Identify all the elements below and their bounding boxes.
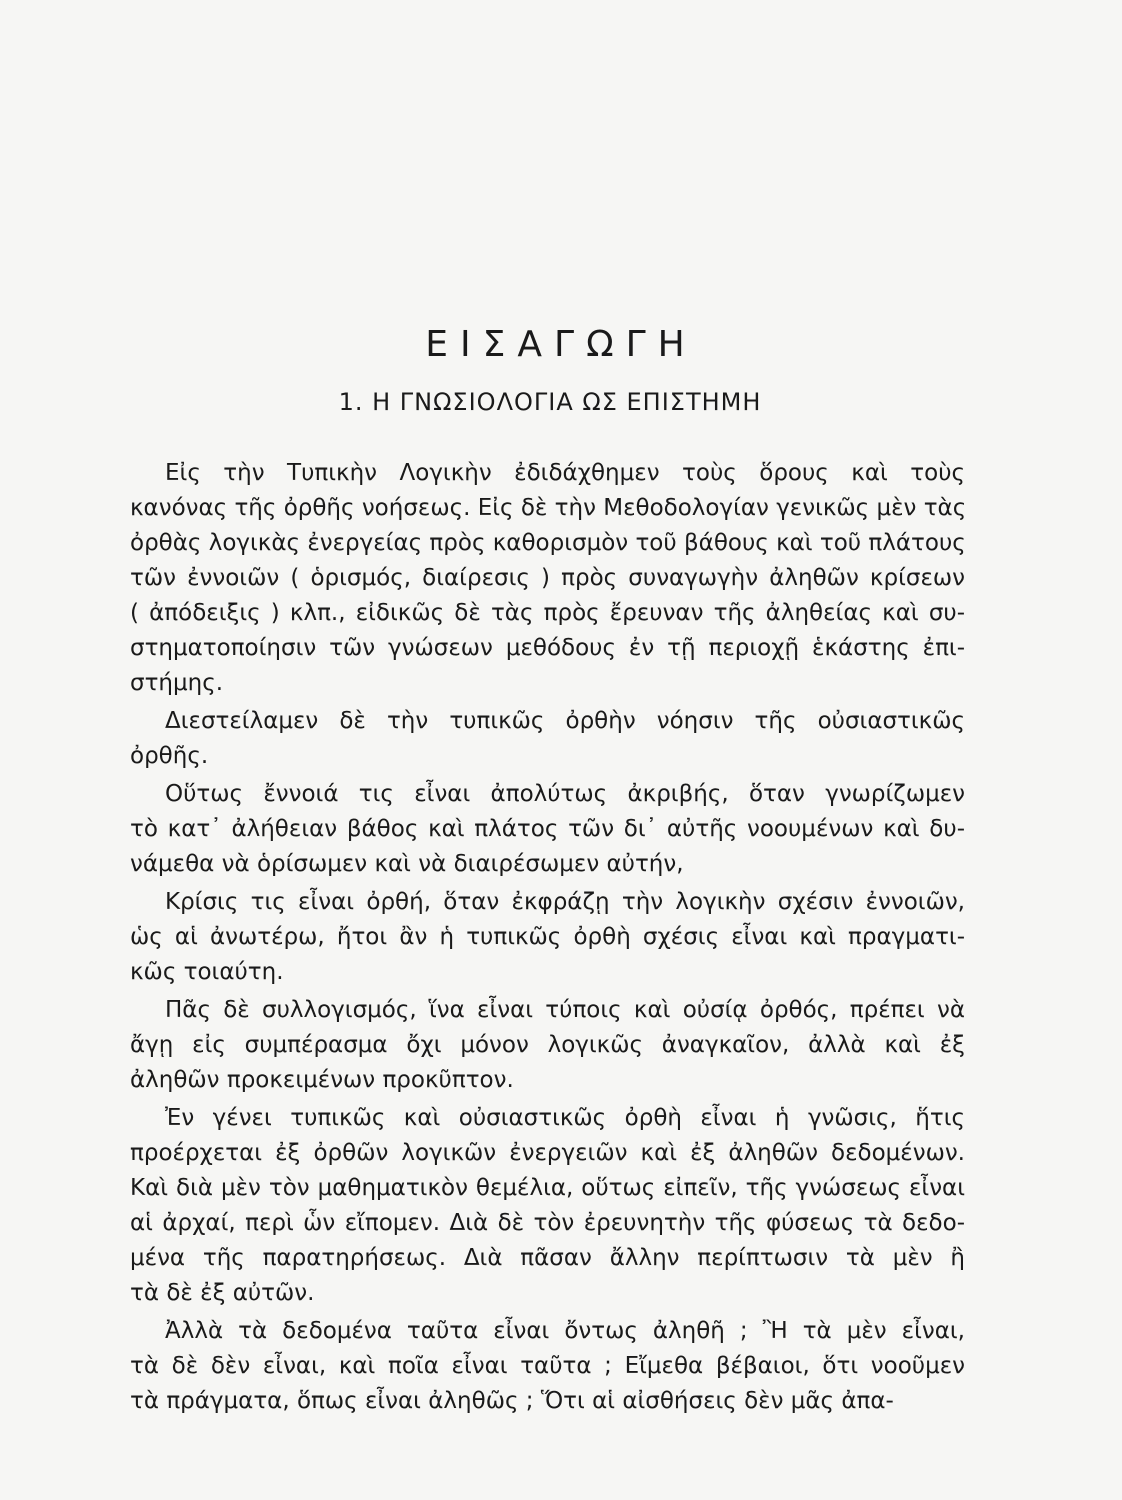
text-line: μένα τῆς παρατηρήσεως. Διὰ πᾶσαν ἄλλην περίπτωσιν τὰ μὲν ἢ [130,1245,965,1271]
text-line: κανόνας τῆς ὀρθῆς νοήσεως. Εἰς δὲ τὴν Μεθοδολογίαν γενικῶς μὲν τὰς [130,495,967,521]
text-line: Ἐν γένει τυπικῶς καὶ οὐσιαστικῶς ὀρθὴ εἶναι ἡ γνῶσις, ἥτις [165,1105,965,1131]
text-line: ὀρθῆς. [130,743,209,769]
text-line: αἱ ἀρχαί, περὶ ὧν εἴπομεν. Διὰ δὲ τὸν ἐρευνητὴν τῆς φύσεως τὰ δεδο- [130,1210,965,1236]
text-line: τὰ πράγματα, ὅπως εἶναι ἀληθῶς ; Ὅτι αἱ αἰσθήσεις δὲν μᾶς ἀπα- [130,1388,894,1414]
section-heading: 1. Η ΓΝΩΣΙΟΛΟΓΙΑ ΩΣ ΕΠΙΣΤΗΜΗ [338,388,762,416]
text-line: Καὶ διὰ μὲν τὸν μαθηματικὸν θεμέλια, οὕτως εἰπεῖν, τῆς γνώσεως εἶναι [130,1175,965,1201]
text-line: νάμεθα νὰ ὁρίσωμεν καὶ νὰ διαιρέσωμεν αὐτήν, [130,851,684,877]
text-line: κῶς τοιαύτη. [130,959,284,985]
text-line: ( ἀπόδειξις ) κλπ., εἰδικῶς δὲ τὰς πρὸς ἔρευναν τῆς ἀληθείας καὶ συ- [130,600,965,626]
text-line: τῶν ἐννοιῶν ( ὁρισμός, διαίρεσις ) πρὸς συναγωγὴν ἀληθῶν κρίσεων [130,565,965,591]
text-line: στηματοποίησιν τῶν γνώσεων μεθόδους ἐν τῇ περιοχῇ ἑκάστης ἐπι- [130,635,965,661]
text-line: στήμης. [130,670,224,696]
text-line: ὀρθὰς λογικὰς ἐνεργείας πρὸς καθορισμὸν τοῦ βάθους καὶ τοῦ πλάτους [130,530,966,556]
text-line: Οὕτως ἔννοιά τις εἶναι ἀπολύτως ἀκριβής, ὅταν γνωρίζωμεν [165,781,965,807]
text-line: Ἀλλὰ τὰ δεδομένα ταῦτα εἶναι ὄντως ἀληθῆ ; Ἢ τὰ μὲν εἶναι, [165,1318,965,1344]
text-line: τὰ δὲ ἐξ αὐτῶν. [130,1280,315,1306]
text-line: τὰ δὲ δὲν εἶναι, καὶ ποῖα εἶναι ταῦτα ; Εἴμεθα βέβαιοι, ὅτι νοοῦμεν [130,1353,965,1379]
text-line: Εἰς τὴν Τυπικὴν Λογικὴν ἐδιδάχθημεν τοὺς ὅρους καὶ τοὺς [165,460,965,486]
text-line: ὡς αἱ ἀνωτέρω, ἤτοι ἂν ἡ τυπικῶς ὀρθὴ σχέσις εἶναι καὶ πραγματι- [130,924,965,950]
text-line: ἄγῃ εἰς συμπέρασμα ὄχι μόνον λογικῶς ἀναγκαῖον, ἀλλὰ καὶ ἐξ [130,1032,965,1058]
text-line: προέρχεται ἐξ ὀρθῶν λογικῶν ἐνεργειῶν καὶ ἐξ ἀληθῶν δεδομένων. [130,1140,965,1166]
text-line: τὸ κατ᾽ ἀλήθειαν βάθος καὶ πλάτος τῶν δι᾽ αὐτῆς νοουμένων καὶ δυ- [130,816,965,842]
text-line: ἀληθῶν προκειμένων προκῦπτον. [130,1067,514,1093]
text-line: Κρίσις τις εἶναι ὀρθή, ὅταν ἐκφράζῃ τὴν λογικὴν σχέσιν ἐννοιῶν, [165,889,965,915]
page-title: ΕΙΣΑΓΩΓΗ [425,324,697,366]
text-line: Διεστείλαμεν δὲ τὴν τυπικῶς ὀρθὴν νόησιν τῆς οὐσιαστικῶς [165,708,965,734]
text-line: Πᾶς δὲ συλλογισμός, ἵνα εἶναι τύποις καὶ οὐσίᾳ ὀρθός, πρέπει νὰ [165,997,965,1023]
